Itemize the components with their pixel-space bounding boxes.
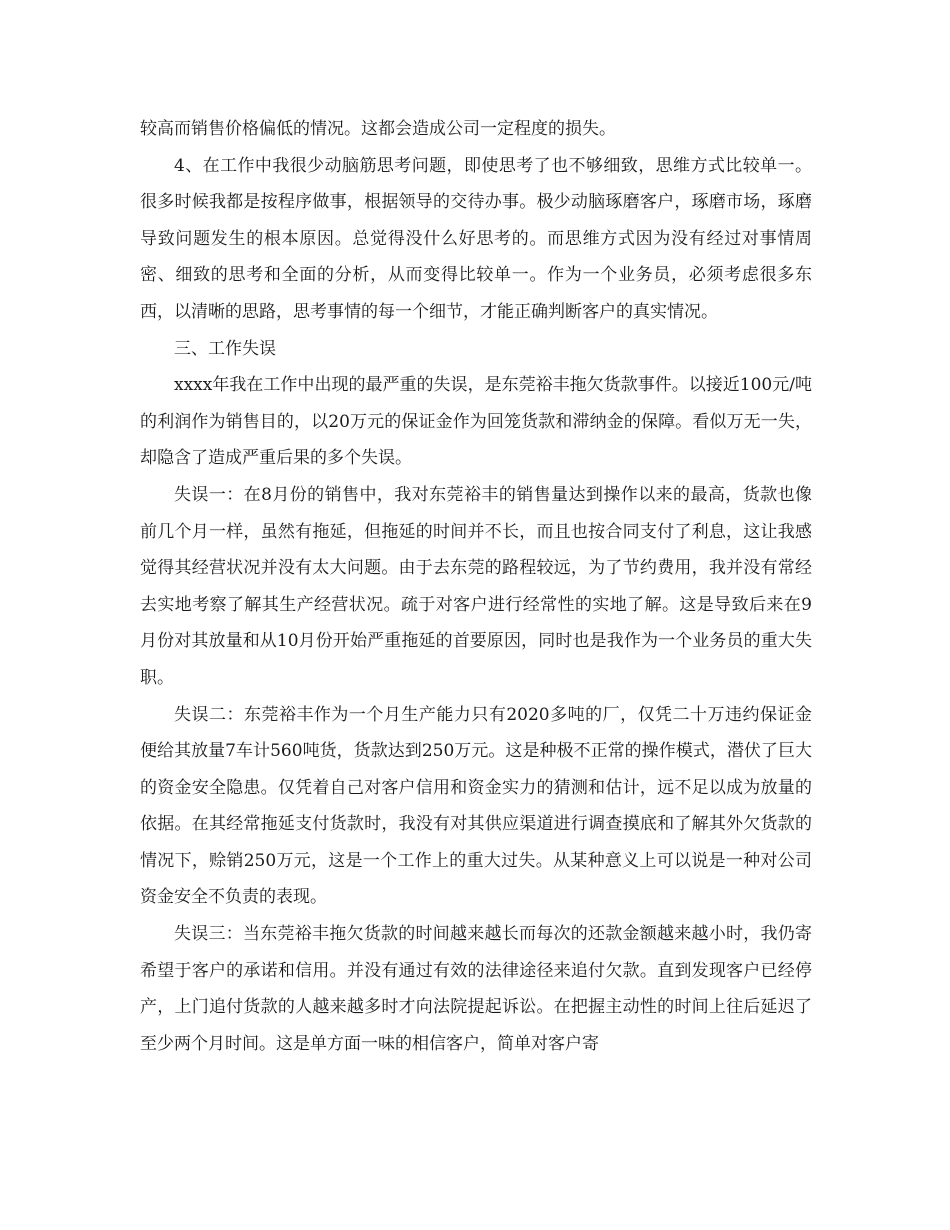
paragraph-point-4: 4、在工作中我很少动脑筋思考问题，即使思考了也不够细致，思维方式比较单一。很多时候我都是按程序做事，根据领导的交待办事。极少动脑琢磨客户，琢磨市场，琢磨导致问题发生的根本原因。总觉得没什么好思考的。而思维方式因为没有经过对事情周密、细致的思考和全面的分析，从而变得比较单一。作为一个业务员，必须考虑很多东西，以清晰的思路，思考事情的每一个细节，才能正确判断客户的真实情况。 [140,155,812,322]
paragraph-mistake-two: 失误二：东莞裕丰作为一个月生产能力只有2020多吨的厂，仅凭二十万违约保证金便给其放量7车计560吨货，货款达到250万元。这是种极不正常的操作模式，潜伏了巨大的资金安全隐患。仅凭着自己对客户信用和资金实力的猜测和估计，远不足以成为放量的依据。在其经常拖延支付货款时，我没有对其供应渠道进行调查摸底和了解其外欠货款的情况下，赊销250万元，这是一个工作上的重大过失。从某种意义上可以说是一种对公司资金安全不负责的表现。 [140,704,812,908]
paragraph-mistakes-intro: xxxx年我在工作中出现的最严重的失误，是东莞裕丰拖欠货款事件。以接近100元/吨的利润作为销售目的，以20万元的保证金作为回笼货款和滞纳金的保障。看似万无一失，却隐含了造成严重后果的多个失误。 [140,375,812,469]
paragraph-continuation: 较高而销售价格偏低的情况。这都会造成公司一定程度的损失。 [140,119,616,139]
paragraph-mistake-three: 失误三：当东莞裕丰拖欠货款的时间越来越长而每次的还款金额越来越小时，我仍寄希望于客户的承诺和信用。并没有通过有效的法律途径来追付欠款。直到发现客户已经停产，上门追付货款的人越来越多时才向法院提起诉讼。在把握主动性的时间上往后延迟了至少两个月时间。这是单方面一味的相信客户，简单对客户寄 [140,924,812,1054]
document-body [140,111,812,1062]
paragraph-mistake-one: 失误一：在8月份的销售中，我对东莞裕丰的销售量达到操作以来的最高，货款也像前几个月一样，虽然有拖延，但拖延的时间并不长，而且也按合同支付了利息，这让我感觉得其经营状况并没有太大问题。由于去东莞的路程较远，为了节约费用，我并没有常经去实地考察了解其生产经营状况。疏于对客户进行经常性的实地了解。这是导致后来在9月份对其放量和从10月份开始严重拖延的首要原因，同时也是我作为一个业务员的重大失职。 [140,484,812,688]
section-heading-work-mistakes: 三、工作失误 [174,338,276,359]
